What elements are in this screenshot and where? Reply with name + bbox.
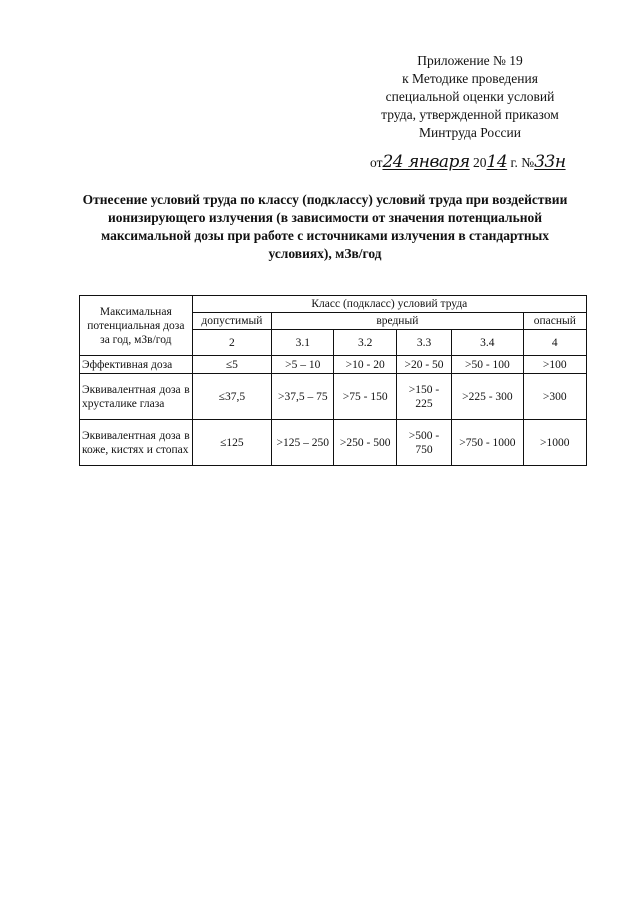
table-cell: >250 - 500 bbox=[334, 420, 396, 466]
table-cell: >500 - 750 bbox=[396, 420, 451, 466]
row-label: Эффективная доза bbox=[80, 356, 193, 374]
table-cell: >5 – 10 bbox=[272, 356, 334, 374]
subclass-header: 3.2 bbox=[334, 330, 396, 356]
appendix-reference bbox=[360, 52, 580, 142]
appendix-line: к Методике проведения bbox=[402, 71, 538, 86]
appendix-line: труда, утвержденной приказом bbox=[381, 107, 559, 122]
row-label: Эквивалентная доза в коже, кистях и стопах bbox=[80, 420, 193, 466]
table-cell: >150 - 225 bbox=[396, 374, 451, 420]
order-date-number bbox=[370, 152, 566, 172]
subclass-header: 3.4 bbox=[452, 330, 523, 356]
title-line: максимальной дозы при работе с источниками излучения в стандартных bbox=[101, 228, 549, 243]
table-cell: ≤37,5 bbox=[192, 374, 271, 420]
title-line: условиях), мЗв/год bbox=[268, 246, 382, 261]
order-prefix: от bbox=[370, 155, 383, 170]
group-header-permissible: допустимый bbox=[192, 313, 271, 330]
subclass-header: 2 bbox=[192, 330, 271, 356]
table-cell: >100 bbox=[523, 356, 586, 374]
title-line: Отнесение условий труда по классу (подклассу) условий труда при воздействии bbox=[82, 192, 568, 207]
order-year-suffix: г. № bbox=[507, 155, 535, 170]
table-cell: >225 - 300 bbox=[452, 374, 523, 420]
subclass-header: 4 bbox=[523, 330, 586, 356]
corner-header: Максимальная потенциальная доза за год, мЗв/год bbox=[80, 296, 193, 356]
table-row bbox=[80, 356, 587, 374]
table-row bbox=[80, 420, 587, 466]
table-cell: ≤125 bbox=[192, 420, 271, 466]
appendix-line: специальной оценки условий bbox=[385, 89, 555, 104]
table-row bbox=[80, 374, 587, 420]
table-cell: >20 - 50 bbox=[396, 356, 451, 374]
table-cell: >125 – 250 bbox=[272, 420, 334, 466]
handwritten-year: 14 bbox=[486, 152, 508, 172]
table-cell: >750 - 1000 bbox=[452, 420, 523, 466]
title-line: ионизирующего излучения (в зависимости от значения потенциальной bbox=[107, 210, 543, 225]
row-label: Эквивалентная доза в хрусталике глаза bbox=[80, 374, 193, 420]
appendix-line: Минтруда России bbox=[419, 125, 521, 140]
table-cell: >1000 bbox=[523, 420, 586, 466]
table-cell: >10 - 20 bbox=[334, 356, 396, 374]
subclass-header: 3.1 bbox=[272, 330, 334, 356]
radiation-classification-table bbox=[79, 295, 587, 466]
class-header: Класс (подкласс) условий труда bbox=[192, 296, 586, 313]
group-header-harmful: вредный bbox=[272, 313, 523, 330]
table-cell: ≤5 bbox=[192, 356, 271, 374]
table-cell: >75 - 150 bbox=[334, 374, 396, 420]
group-header-dangerous: опасный bbox=[523, 313, 586, 330]
table-cell: >37,5 – 75 bbox=[272, 374, 334, 420]
appendix-line: Приложение № 19 bbox=[417, 53, 523, 68]
handwritten-order-number: 33н bbox=[534, 152, 566, 172]
subclass-header: 3.3 bbox=[396, 330, 451, 356]
handwritten-date: 24 января bbox=[382, 152, 470, 172]
order-year-printed: 20 bbox=[473, 155, 487, 170]
table-cell: >50 - 100 bbox=[452, 356, 523, 374]
table-cell: >300 bbox=[523, 374, 586, 420]
document-title bbox=[55, 191, 595, 263]
